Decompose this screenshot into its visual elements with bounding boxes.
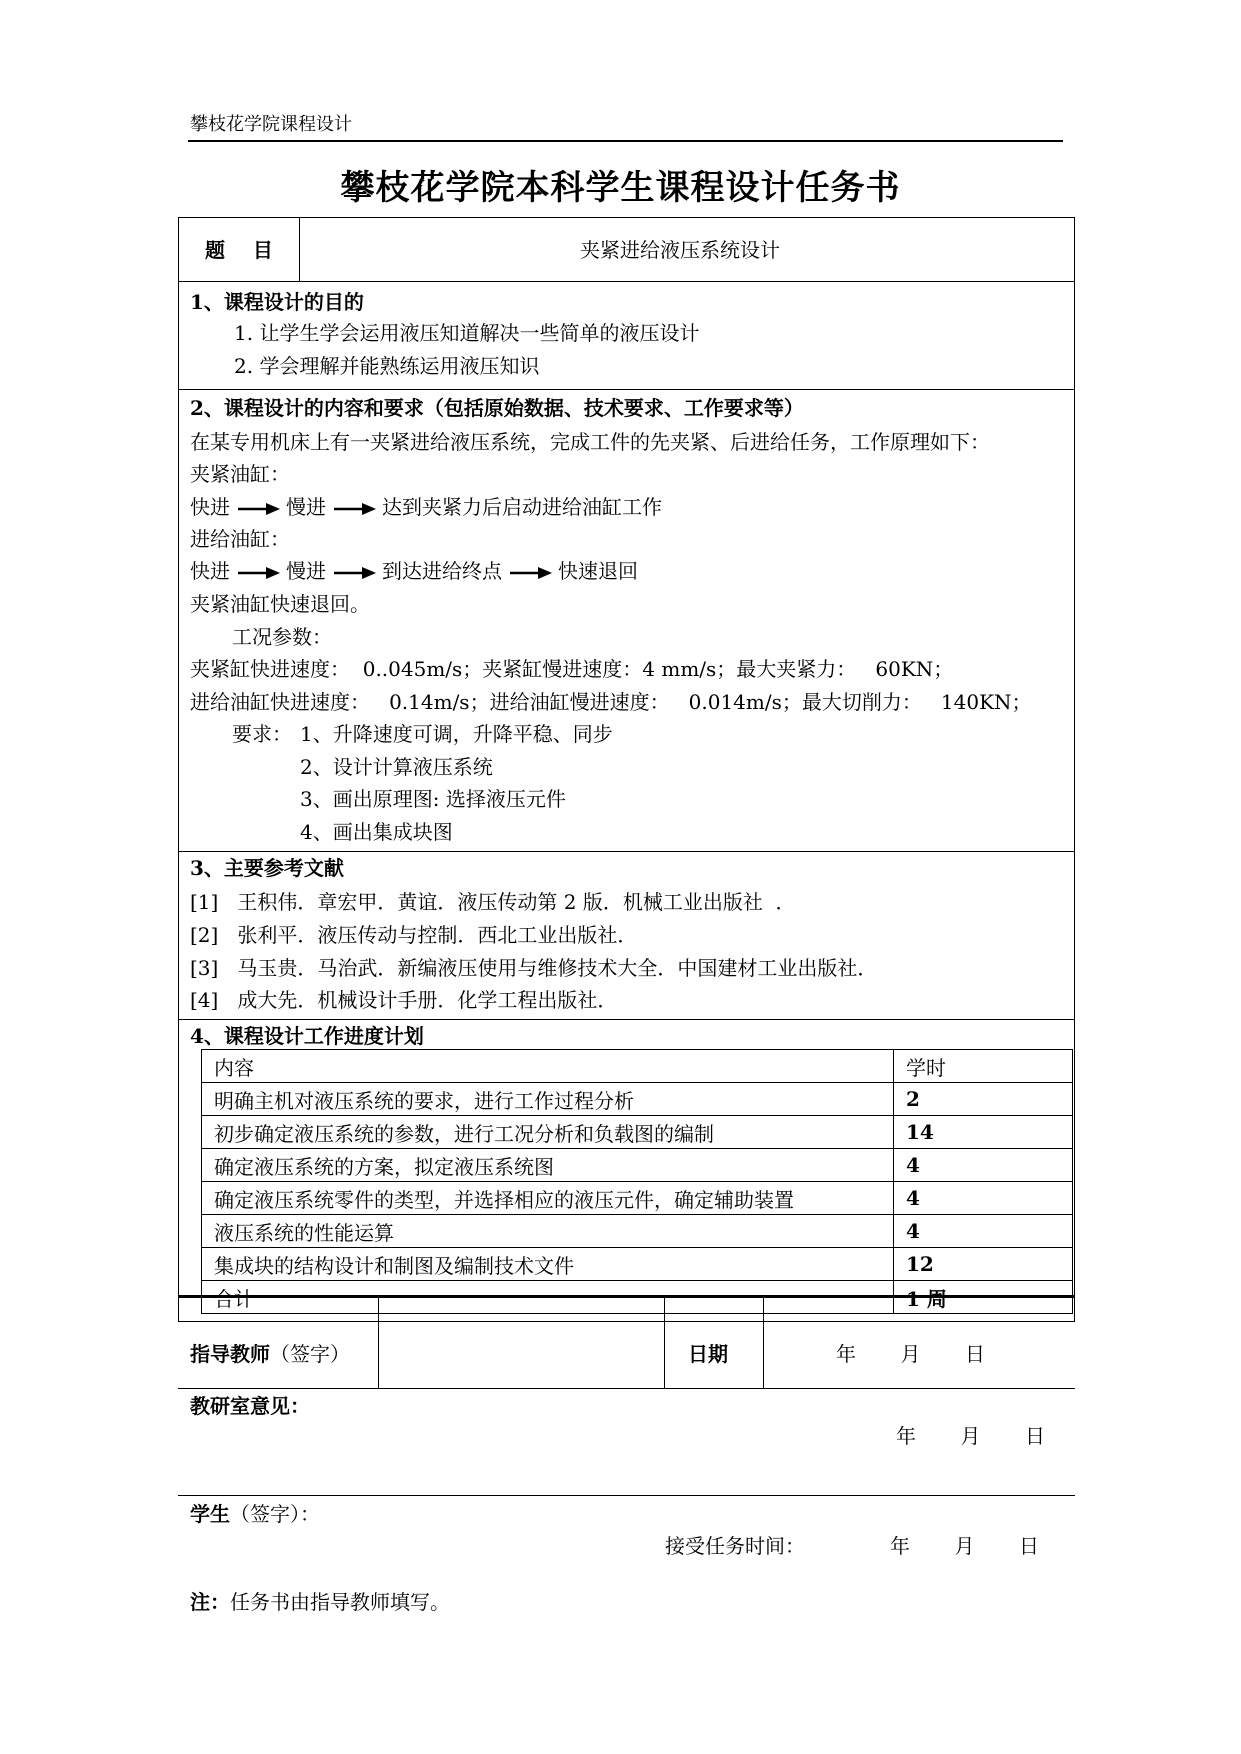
row-divider xyxy=(178,1019,1075,1020)
section1-item: 2. 学会理解并能熟练运用液压知识 xyxy=(234,354,540,378)
right-arrow-icon xyxy=(236,566,280,580)
department-opinion-label: 教研室意见： xyxy=(190,1394,310,1418)
reference-item: [2] 张利平．液压传动与控制．西北工业出版社． xyxy=(190,923,638,947)
clamp-flow xyxy=(190,495,662,519)
accept-time-label: 接受任务时间： xyxy=(665,1534,805,1558)
date-divider-left xyxy=(664,1296,665,1388)
topic-label: 题 目 xyxy=(205,238,273,262)
reference-item: [3] 马玉贵．马治武．新编液压使用与维修技术大全．中国建材工业出版社． xyxy=(190,956,878,980)
header-text: 攀枝花学院课程设计 xyxy=(190,114,352,135)
row-content: 确定液压系统零件的类型，并选择相应的液压元件，确定辅助装置 xyxy=(202,1182,894,1215)
feed-cylinder-label: 进给油缸： xyxy=(190,527,290,551)
advisor-signature-label xyxy=(190,1342,350,1366)
table-header-content: 内容 xyxy=(202,1050,894,1083)
row-hours: 2 xyxy=(894,1083,1073,1116)
row-divider xyxy=(178,389,1075,390)
clamp-cylinder-label: 夹紧油缸： xyxy=(190,462,290,486)
flow-step: 快进 xyxy=(190,559,230,583)
reference-item: [4] 成大先．机械设计手册．化学工程出版社． xyxy=(190,988,618,1012)
student-label-bold: 学生 xyxy=(190,1502,230,1526)
date-divider-right xyxy=(763,1296,764,1388)
section2-intro: 在某专用机床上有一夹紧进给液压系统，完成工件的先夹紧、后进给任务，工作原理如下： xyxy=(190,430,990,454)
topic-divider xyxy=(299,217,300,281)
department-date-value: 年 月 日 xyxy=(896,1424,1046,1448)
right-arrow-icon xyxy=(332,566,376,580)
advisor-date-value: 年 月 日 xyxy=(836,1342,986,1366)
row-content: 明确主机对液压系统的要求，进行工作过程分析 xyxy=(202,1083,894,1116)
table-row xyxy=(202,1215,1073,1248)
document-title: 攀枝花学院本科学生课程设计任务书 xyxy=(340,168,901,208)
row-content: 确定液压系统的方案，拟定液压系统图 xyxy=(202,1149,894,1182)
section4-heading: 4、课程设计工作进度计划 xyxy=(190,1024,424,1048)
flow-step: 到达进给终点 xyxy=(382,559,502,583)
requirement-item: 4、画出集成块图 xyxy=(300,820,453,844)
student-signature-label xyxy=(190,1502,320,1526)
footnote xyxy=(190,1590,450,1614)
header-rule xyxy=(188,140,1063,142)
flow-step: 慢进 xyxy=(286,559,326,583)
requirement-item: 3、画出原理图: 选择液压元件 xyxy=(300,787,566,811)
row-hours: 4 xyxy=(894,1149,1073,1182)
note-text: 任务书由指导教师填写。 xyxy=(230,1590,450,1614)
table-row xyxy=(202,1182,1073,1215)
row-content: 初步确定液压系统的参数，进行工况分析和负载图的编制 xyxy=(202,1116,894,1149)
flow-step: 慢进 xyxy=(286,495,326,519)
section1-item: 1. 让学生学会运用液压知道解决一些简单的液压设计 xyxy=(234,321,700,345)
section1-heading: 1、课程设计的目的 xyxy=(190,290,364,314)
student-label-rest: （签字）： xyxy=(230,1502,320,1526)
table-header-row xyxy=(202,1050,1073,1083)
row-hours: 12 xyxy=(894,1248,1073,1281)
flow-step: 达到夹紧力后启动进给油缸工作 xyxy=(382,495,662,519)
accept-date-value: 年 月 日 xyxy=(890,1534,1040,1558)
row-content: 合计 xyxy=(202,1281,894,1314)
section3-heading: 3、主要参考文献 xyxy=(190,856,344,880)
row-content: 液压系统的性能运算 xyxy=(202,1215,894,1248)
section-divider-thick xyxy=(178,1295,1075,1298)
row-hours: 1 周 xyxy=(894,1281,1073,1314)
clamp-return-text: 夹紧油缸快速退回。 xyxy=(190,592,370,616)
right-arrow-icon xyxy=(508,566,552,580)
requirement-item: 1、升降速度可调，升降平稳、同步 xyxy=(300,722,613,746)
requirement-item: 2、设计计算液压系统 xyxy=(300,755,493,779)
param-line: 夹紧缸快进速度： 0..045m/s；夹紧缸慢进速度：4 mm/s；最大夹紧力： 60KN； xyxy=(190,657,954,681)
table-row xyxy=(202,1248,1073,1281)
row-hours: 14 xyxy=(894,1116,1073,1149)
feed-flow xyxy=(190,559,638,583)
row-divider xyxy=(178,1388,1075,1389)
topic-value: 夹紧进给液压系统设计 xyxy=(580,238,780,262)
row-hours: 4 xyxy=(894,1215,1073,1248)
row-content: 集成块的结构设计和制图及编制技术文件 xyxy=(202,1248,894,1281)
param-line: 进给油缸快进速度： 0.14m/s；进给油缸慢进速度： 0.014m/s；最大切削力： 140KN； xyxy=(190,690,1032,714)
date-label: 日期 xyxy=(688,1342,728,1366)
schedule-table xyxy=(201,1049,1073,1314)
row-divider xyxy=(178,281,1075,282)
flow-step: 快速退回 xyxy=(558,559,638,583)
table-header-hours: 学时 xyxy=(894,1050,1073,1083)
advisor-divider xyxy=(378,1296,379,1388)
note-label: 注： xyxy=(190,1590,230,1614)
row-divider xyxy=(178,851,1075,852)
row-hours: 4 xyxy=(894,1182,1073,1215)
table-row xyxy=(202,1149,1073,1182)
advisor-label-rest: （签字） xyxy=(270,1342,350,1366)
right-arrow-icon xyxy=(236,502,280,516)
params-label: 工况参数： xyxy=(232,625,332,649)
section2-heading: 2、课程设计的内容和要求（包括原始数据、技术要求、工作要求等） xyxy=(190,396,804,420)
right-arrow-icon xyxy=(332,502,376,516)
advisor-label-bold: 指导教师 xyxy=(190,1342,270,1366)
table-row xyxy=(202,1116,1073,1149)
reference-item: [1] 王积伟．章宏甲．黄谊．液压传动第 2 版．机械工业出版社 ． xyxy=(190,890,796,914)
row-divider xyxy=(178,1495,1075,1496)
flow-step: 快进 xyxy=(190,495,230,519)
requirements-label: 要求： xyxy=(232,722,292,746)
table-row xyxy=(202,1083,1073,1116)
